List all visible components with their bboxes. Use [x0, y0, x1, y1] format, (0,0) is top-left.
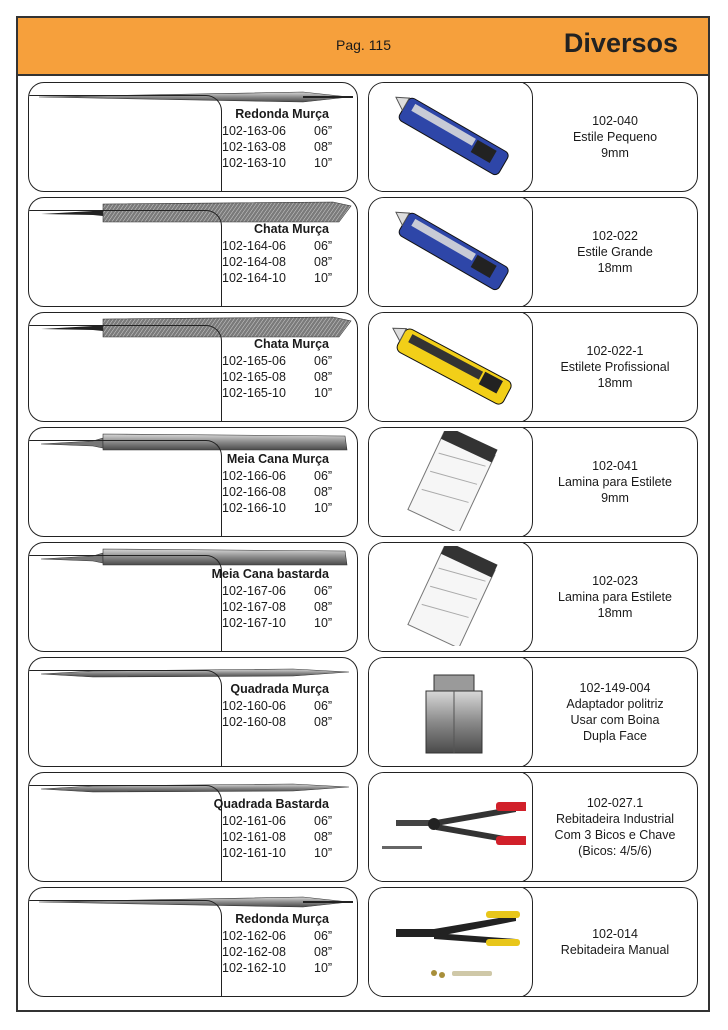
file-size: 08” [314, 255, 333, 269]
product-line: Lamina para Estilete [558, 590, 672, 604]
product-description [533, 428, 697, 536]
file-code-row [222, 468, 333, 484]
file-size: 08” [314, 945, 333, 959]
file-code-row [222, 960, 333, 976]
product-image-box [368, 772, 533, 882]
product-description [533, 543, 697, 651]
product-line: 18mm [597, 606, 633, 620]
file-code: 102-167-06 [222, 584, 286, 598]
product-card [368, 82, 698, 192]
file-size: 06” [314, 239, 333, 253]
product-line: Estile Pequeno [572, 130, 658, 144]
card-tab [28, 900, 222, 997]
file-code-row [222, 270, 333, 286]
file-code-row [222, 238, 333, 254]
section-title: Diversos [563, 28, 678, 58]
product-code: 102-149-004 [579, 681, 651, 695]
file-code-row [222, 139, 333, 155]
product-description [533, 888, 697, 996]
file-code-row [222, 484, 333, 500]
card-tab [28, 210, 222, 307]
file-code: 102-166-08 [222, 485, 286, 499]
product-image-box [368, 82, 533, 192]
product-code: 102-040 [592, 114, 638, 128]
product-card [368, 887, 698, 997]
product-line: Dupla Face [583, 729, 647, 743]
product-line: 9mm [601, 146, 629, 160]
file-size: 10” [314, 386, 333, 400]
industrial-riveter-icon [376, 776, 526, 876]
page-header [18, 18, 708, 76]
file-code-row [222, 813, 333, 829]
file-code-row [222, 845, 333, 861]
product-description [533, 198, 697, 306]
product-line: Estile Grande [577, 245, 653, 259]
file-card [28, 82, 358, 192]
product-line: Usar com Boina [570, 713, 660, 727]
product-card [368, 312, 698, 422]
file-size: 06” [314, 124, 333, 138]
file-size: 06” [314, 354, 333, 368]
file-code-row [222, 123, 333, 139]
file-code-row [222, 615, 333, 631]
file-title: Chata Murça [253, 337, 329, 351]
file-code: 102-167-08 [222, 600, 286, 614]
file-code: 102-162-08 [222, 945, 286, 959]
file-code: 102-164-10 [222, 271, 286, 285]
file-code: 102-167-10 [222, 616, 286, 630]
card-tab [28, 440, 222, 537]
file-title: Quadrada Bastarda [213, 797, 329, 811]
file-size: 10” [314, 961, 333, 975]
product-description [533, 773, 697, 881]
utility-knife-large-icon [376, 201, 526, 301]
manual-riveter-icon [376, 891, 526, 991]
file-title: Quadrada Murça [230, 682, 329, 696]
file-size: 10” [314, 156, 333, 170]
file-code-row [222, 599, 333, 615]
product-image-box [368, 887, 533, 997]
file-size: 10” [314, 271, 333, 285]
product-code: 102-022 [592, 229, 638, 243]
file-card [28, 427, 358, 537]
card-tab [28, 95, 222, 192]
product-code: 102-022-1 [586, 344, 644, 358]
card-tab [28, 670, 222, 767]
card-tab [28, 555, 222, 652]
file-title: Redonda Murça [235, 912, 329, 926]
file-code: 102-166-06 [222, 469, 286, 483]
file-code: 102-163-10 [222, 156, 286, 170]
product-image-box [368, 312, 533, 422]
file-size: 10” [314, 846, 333, 860]
product-card [368, 542, 698, 652]
card-tab [28, 785, 222, 882]
file-code: 102-160-06 [222, 699, 286, 713]
file-code: 102-165-10 [222, 386, 286, 400]
product-description [533, 83, 697, 191]
file-code: 102-164-06 [222, 239, 286, 253]
file-code-row [222, 583, 333, 599]
file-code-row [222, 944, 333, 960]
file-size: 06” [314, 699, 333, 713]
file-code: 102-162-06 [222, 929, 286, 943]
file-size: 08” [314, 715, 333, 729]
file-title: Redonda Murça [235, 107, 329, 121]
product-card [368, 657, 698, 767]
file-code-row [222, 385, 333, 401]
file-code: 102-161-08 [222, 830, 286, 844]
product-description [533, 658, 697, 766]
file-card [28, 772, 358, 882]
file-code: 102-166-10 [222, 501, 286, 515]
product-image-box [368, 542, 533, 652]
file-card [28, 887, 358, 997]
polisher-adapter-icon [376, 661, 526, 761]
file-code-row [222, 928, 333, 944]
product-card [368, 772, 698, 882]
file-code-row [222, 698, 333, 714]
file-title: Chata Murça [253, 222, 329, 236]
file-size: 06” [314, 469, 333, 483]
product-image-box [368, 197, 533, 307]
file-size: 10” [314, 501, 333, 515]
file-card [28, 542, 358, 652]
card-tab [28, 325, 222, 422]
file-code-row [222, 254, 333, 270]
file-code: 102-164-08 [222, 255, 286, 269]
file-card [28, 197, 358, 307]
file-code-row [222, 714, 333, 730]
product-image-box [368, 427, 533, 537]
product-image-box [368, 657, 533, 767]
file-code: 102-163-06 [222, 124, 286, 138]
file-code: 102-161-10 [222, 846, 286, 860]
file-size: 08” [314, 830, 333, 844]
file-size: 08” [314, 370, 333, 384]
blade-pack-icon [376, 431, 526, 531]
file-size: 08” [314, 600, 333, 614]
product-line: 9mm [601, 491, 629, 505]
blade-pack-icon [376, 546, 526, 646]
file-card [28, 312, 358, 422]
utility-knife-professional-icon [376, 316, 526, 416]
file-code: 102-165-06 [222, 354, 286, 368]
file-code: 102-165-08 [222, 370, 286, 384]
file-size: 08” [314, 140, 333, 154]
file-code: 102-161-06 [222, 814, 286, 828]
product-line: 18mm [597, 376, 633, 390]
product-card [368, 197, 698, 307]
product-line: Lamina para Estilete [558, 475, 672, 489]
file-code-row [222, 500, 333, 516]
product-line: Com 3 Bicos e Chave [554, 828, 676, 842]
file-code: 102-163-08 [222, 140, 286, 154]
product-code: 102-041 [592, 459, 638, 473]
product-description [533, 313, 697, 421]
product-code: 102-027.1 [586, 796, 644, 810]
file-code-row [222, 155, 333, 171]
file-size: 10” [314, 616, 333, 630]
page-number: Pag. 115 [336, 37, 392, 53]
product-line: Adaptador politriz [566, 697, 664, 711]
file-code-row [222, 369, 333, 385]
file-title: Meia Cana Murça [226, 452, 329, 466]
product-line: Rebitadeira Manual [560, 943, 670, 957]
product-code: 102-014 [592, 927, 638, 941]
file-size: 06” [314, 584, 333, 598]
file-code: 102-160-08 [222, 715, 286, 729]
file-size: 06” [314, 814, 333, 828]
product-line: Estilete Profissional [560, 360, 670, 374]
utility-knife-small-icon [376, 86, 526, 186]
file-size: 06” [314, 929, 333, 943]
file-card [28, 657, 358, 767]
file-title: Meia Cana bastarda [211, 567, 329, 581]
product-card [368, 427, 698, 537]
file-size: 08” [314, 485, 333, 499]
product-line: 18mm [597, 261, 633, 275]
file-code-row [222, 353, 333, 369]
product-code: 102-023 [592, 574, 638, 588]
product-line: Rebitadeira Industrial [555, 812, 675, 826]
file-code-row [222, 829, 333, 845]
file-code: 102-162-10 [222, 961, 286, 975]
product-line: (Bicos: 4/5/6) [578, 844, 652, 858]
